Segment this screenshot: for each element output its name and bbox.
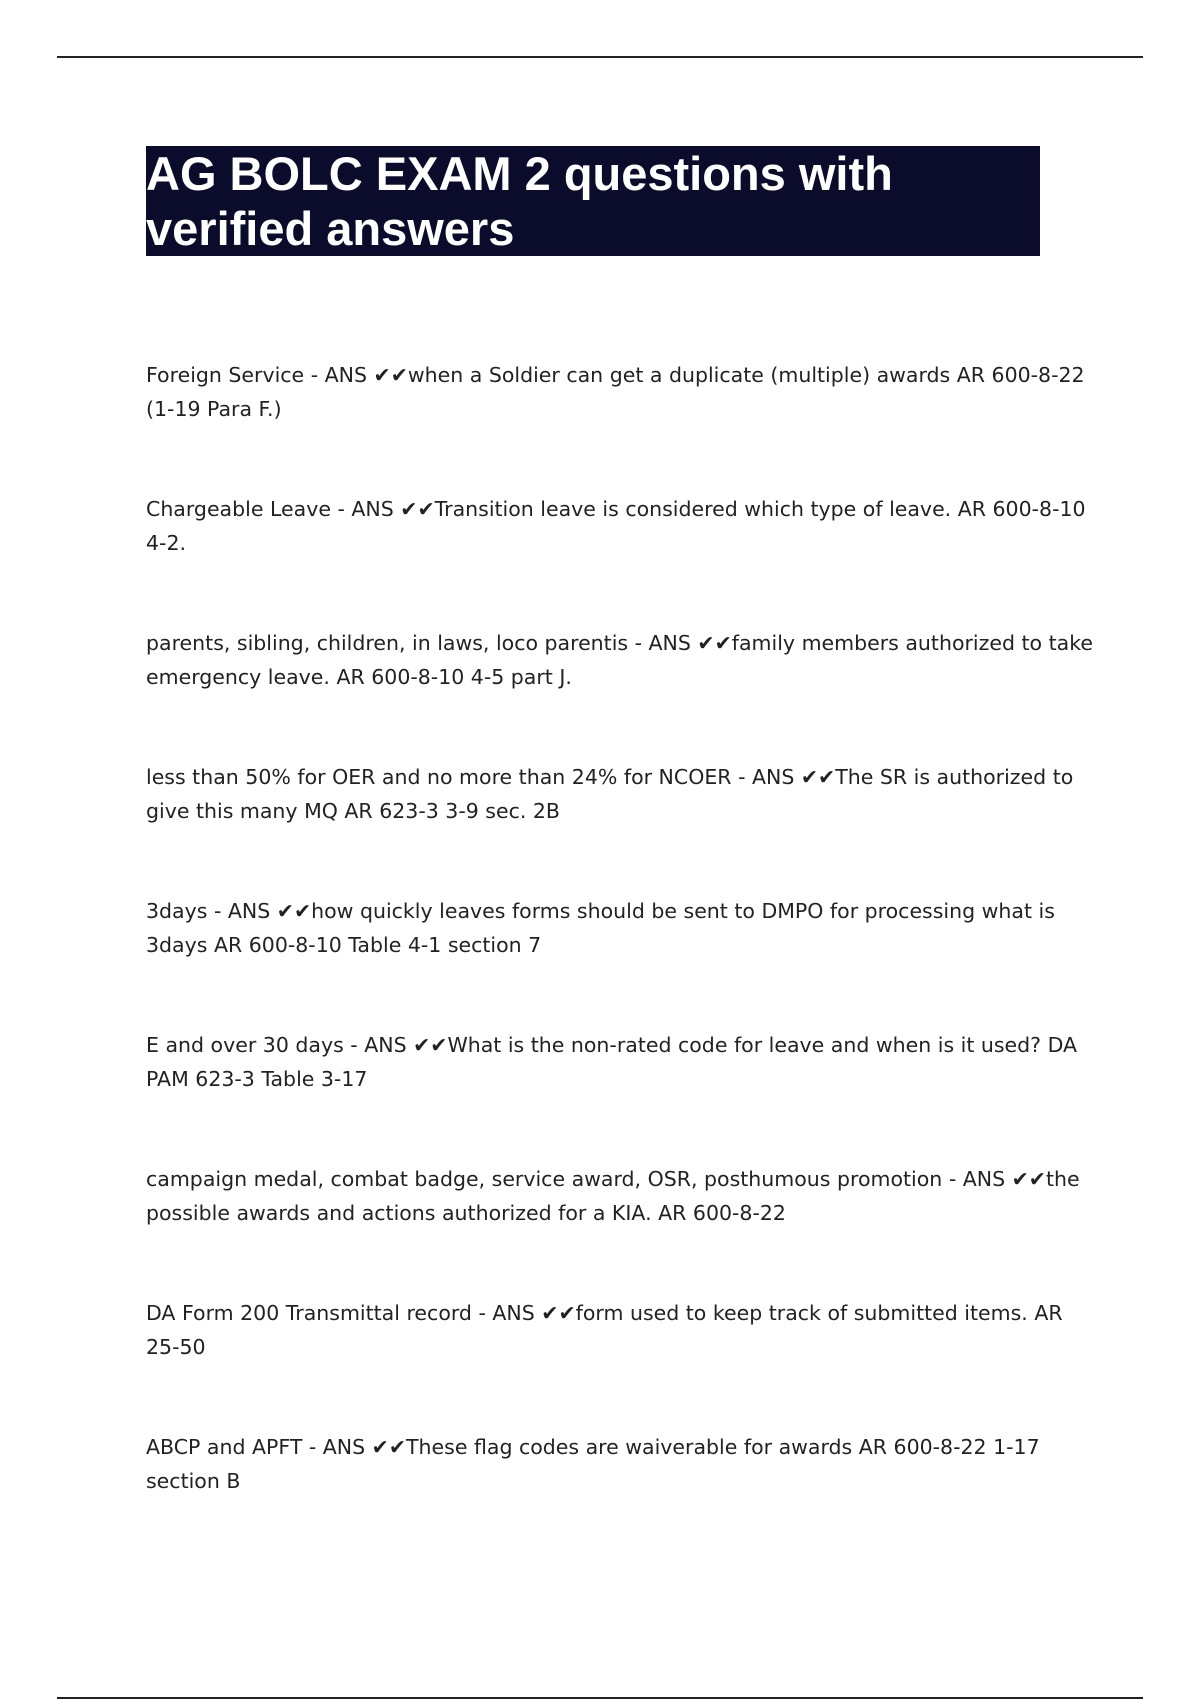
check-mark-icon: ✔✔ <box>270 899 312 923</box>
qa-item <box>146 358 1096 426</box>
check-mark-icon: ✔✔ <box>1005 1167 1046 1191</box>
qa-term: E and over 30 days <box>146 1033 344 1057</box>
check-mark-icon: ✔✔ <box>367 363 408 387</box>
title-banner <box>146 146 1040 256</box>
answer-marker: ANS <box>324 363 367 387</box>
answer-marker: ANS <box>322 1435 366 1459</box>
qa-item <box>146 1296 1096 1364</box>
qa-separator: - <box>471 1301 493 1325</box>
qa-separator: - <box>731 765 752 789</box>
qa-separator: - <box>304 363 325 387</box>
check-mark-icon: ✔✔ <box>365 1435 407 1459</box>
qa-text: What is the non-rated code for leave and when is it used? DA PAM 623-3 Table 3-17 <box>146 1033 1078 1091</box>
qa-item <box>146 1028 1096 1096</box>
qa-item <box>146 1430 1096 1498</box>
top-divider <box>57 56 1143 58</box>
answer-marker: ANS <box>962 1167 1006 1191</box>
qa-text: These flag codes are waiverable for awards AR 600-8-22 1-17 section B <box>146 1435 1040 1493</box>
qa-separator: - <box>343 1033 365 1057</box>
qa-text: family members authorized to take emergency leave. AR 600-8-10 4-5 part J. <box>146 631 1093 689</box>
qa-item <box>146 626 1096 694</box>
answer-marker: ANS <box>648 631 691 655</box>
qa-separator: - <box>942 1167 963 1191</box>
qa-text: when a Soldier can get a duplicate (multiple) awards AR 600-8-22 (1-19 Para F.) <box>146 363 1085 421</box>
qa-term: Chargeable Leave <box>146 497 331 521</box>
answer-marker: ANS <box>351 497 394 521</box>
answer-marker: ANS <box>751 765 795 789</box>
qa-separator: - <box>302 1435 323 1459</box>
check-mark-icon: ✔✔ <box>393 497 435 521</box>
check-mark-icon: ✔✔ <box>534 1301 576 1325</box>
qa-separator: - <box>330 497 352 521</box>
qa-term: parents, sibling, children, in laws, loco parentis <box>146 631 629 655</box>
answer-marker: ANS <box>492 1301 535 1325</box>
bottom-divider <box>57 1697 1143 1699</box>
qa-term: DA Form 200 Transmittal record <box>146 1301 472 1325</box>
qa-item <box>146 492 1096 560</box>
check-mark-icon: ✔✔ <box>794 765 836 789</box>
qa-text: form used to keep track of submitted items. AR 25-50 <box>146 1301 1063 1359</box>
qa-term: Foreign Service <box>146 363 305 387</box>
qa-separator: - <box>628 631 649 655</box>
qa-term: less than 50% for OER and no more than 24% for NCOER <box>146 765 732 789</box>
page-title: AG BOLC EXAM 2 questions with verified answers <box>146 147 893 255</box>
qa-text: the possible awards and actions authorized for a KIA. AR 600-8-22 <box>146 1167 1080 1225</box>
qa-term: campaign medal, combat badge, service award, OSR, posthumous promotion <box>146 1167 943 1191</box>
answer-marker: ANS <box>364 1033 407 1057</box>
qa-text: Transition leave is considered which type of leave. AR 600-8-10 4-2. <box>146 497 1086 555</box>
qa-list <box>146 358 1096 1564</box>
qa-item <box>146 1162 1096 1230</box>
qa-term: 3days <box>146 899 208 923</box>
check-mark-icon: ✔✔ <box>406 1033 448 1057</box>
qa-item <box>146 760 1096 828</box>
qa-text: The SR is authorized to give this many MQ AR 623-3 3-9 sec. 2B <box>146 765 1074 823</box>
qa-item <box>146 894 1096 962</box>
qa-text: how quickly leaves forms should be sent to DMPO for processing what is 3days AR 600-8-10 Table 4-1 section 7 <box>146 899 1055 957</box>
qa-separator: - <box>207 899 228 923</box>
check-mark-icon: ✔✔ <box>690 631 732 655</box>
answer-marker: ANS <box>227 899 271 923</box>
qa-term: ABCP and APFT <box>146 1435 303 1459</box>
